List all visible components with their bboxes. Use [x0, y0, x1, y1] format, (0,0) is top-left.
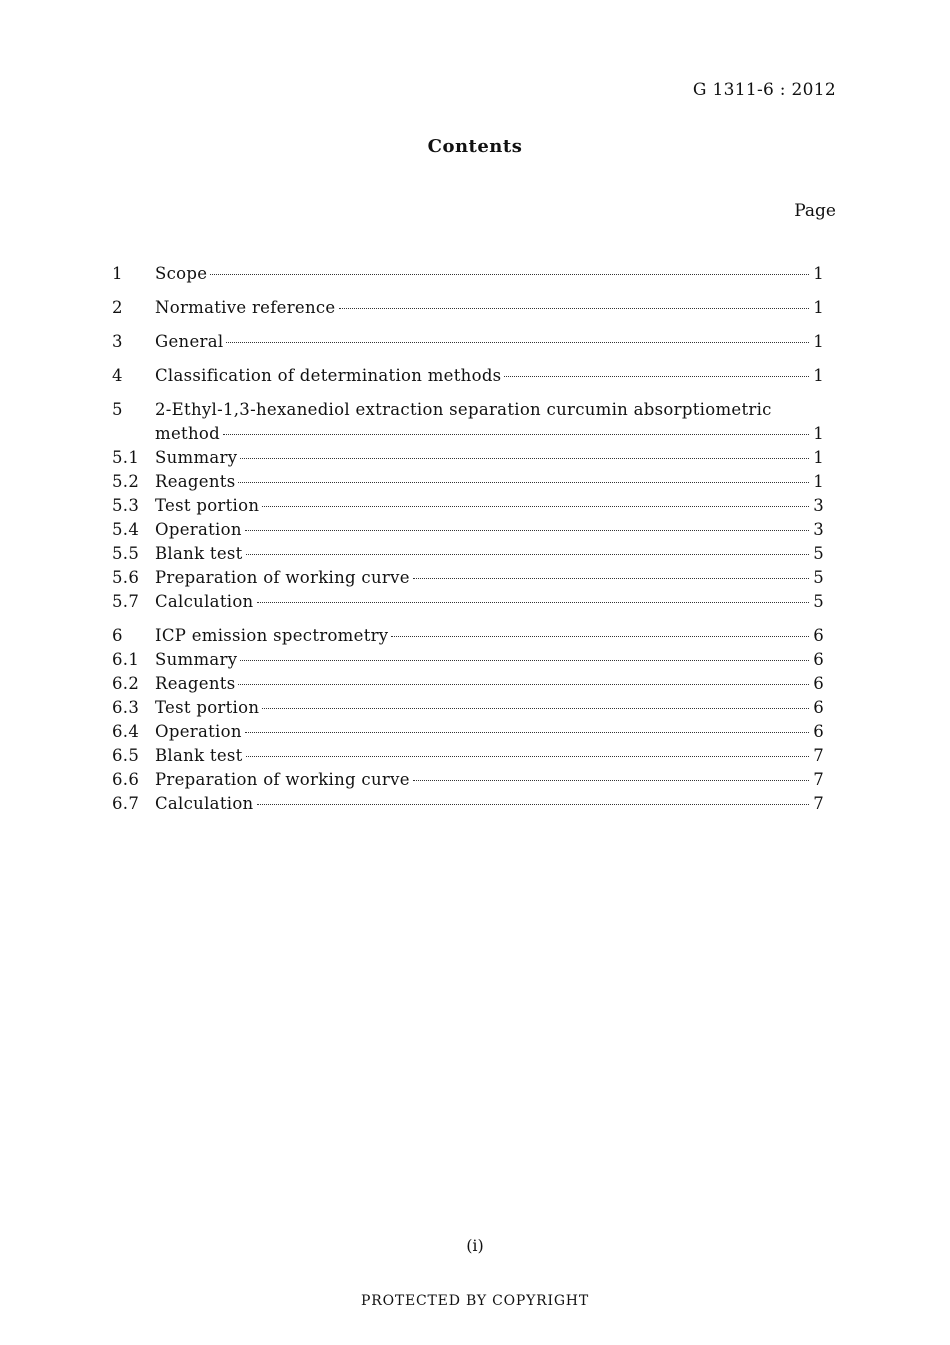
toc-page: 6: [813, 698, 824, 717]
toc-entry-5-1[interactable]: [112, 446, 824, 470]
toc-page: 1: [813, 264, 824, 283]
toc-title: Classification of determination methods: [155, 366, 502, 385]
dot-leader: [223, 433, 809, 435]
toc-page: 6: [813, 674, 824, 693]
copyright-notice: PROTECTED BY COPYRIGHT: [361, 1293, 589, 1309]
toc-number: 6.4: [112, 722, 140, 741]
toc-entry-6-5[interactable]: [112, 744, 824, 768]
toc-page: 6: [813, 722, 824, 741]
toc-page: 7: [813, 770, 824, 789]
toc-title: Blank test: [155, 544, 243, 563]
toc-number: 5.4: [112, 520, 140, 539]
toc-title: Reagents: [155, 472, 236, 491]
toc-entry-5-4[interactable]: [112, 518, 824, 542]
toc-title-continued: method: [155, 424, 220, 443]
toc-entry-5-7[interactable]: [112, 590, 824, 614]
page-title: Contents: [427, 136, 523, 157]
toc-entry-6-4[interactable]: [112, 720, 824, 744]
toc-title: Preparation of working curve: [155, 568, 410, 587]
toc-number: 6: [112, 626, 123, 645]
toc-number: 4: [112, 366, 123, 385]
toc-number: 5.3: [112, 496, 140, 515]
toc-title: Blank test: [155, 746, 243, 765]
toc-entry-5-line2[interactable]: [112, 422, 824, 446]
toc-page: 1: [813, 366, 824, 385]
dot-leader: [413, 577, 809, 579]
toc-entry-6[interactable]: [112, 624, 824, 648]
dot-leader: [262, 707, 809, 709]
dot-leader: [413, 779, 809, 781]
dot-leader: [246, 553, 809, 555]
toc-number: 6.7: [112, 794, 140, 813]
toc-entry-6-2[interactable]: [112, 672, 824, 696]
toc-entry-6-6[interactable]: [112, 768, 824, 792]
toc-entry-5-2[interactable]: [112, 470, 824, 494]
dot-leader: [245, 731, 809, 733]
toc-entry-5-5[interactable]: [112, 542, 824, 566]
dot-leader: [257, 803, 810, 805]
dot-leader: [391, 635, 809, 637]
dot-leader: [504, 375, 809, 377]
dot-leader: [246, 755, 809, 757]
dot-leader: [240, 457, 809, 459]
dot-leader: [262, 505, 809, 507]
toc-entry-2[interactable]: [112, 296, 824, 320]
toc-title: Calculation: [155, 794, 254, 813]
toc-title: Test portion: [155, 496, 260, 515]
toc-entry-6-1[interactable]: [112, 648, 824, 672]
toc-page: 5: [813, 592, 824, 611]
toc-title: Reagents: [155, 674, 236, 693]
toc-title: Preparation of working curve: [155, 770, 410, 789]
toc-number: 6.2: [112, 674, 140, 693]
toc-title: Summary: [155, 650, 238, 669]
dot-leader: [210, 273, 809, 275]
toc-page: 7: [813, 746, 824, 765]
toc-number: 5.5: [112, 544, 140, 563]
toc-page: 7: [813, 794, 824, 813]
standard-number: G 1311-6 : 2012: [692, 80, 836, 100]
toc-title: Test portion: [155, 698, 260, 717]
page-column-label: Page: [794, 201, 836, 221]
toc-number: 1: [112, 264, 123, 283]
page-number: (i): [466, 1236, 484, 1255]
toc-title: Summary: [155, 448, 238, 467]
toc-number: 2: [112, 298, 123, 317]
table-of-contents: [112, 262, 824, 816]
dot-leader: [226, 341, 809, 343]
toc-number: 5.6: [112, 568, 140, 587]
toc-page: 6: [813, 626, 824, 645]
toc-title: Scope: [155, 264, 208, 283]
toc-number: 5.2: [112, 472, 140, 491]
toc-page: 1: [813, 424, 824, 443]
toc-entry-5-line1[interactable]: [112, 398, 824, 422]
toc-page: 3: [813, 496, 824, 515]
toc-title: General: [155, 332, 224, 351]
toc-page: 6: [813, 650, 824, 669]
toc-page: 1: [813, 472, 824, 491]
toc-title: Operation: [155, 520, 242, 539]
toc-number: 6.3: [112, 698, 140, 717]
toc-title: 2-Ethyl-1,3-hexanediol extraction separation curcumin absorptiometric: [155, 400, 772, 419]
toc-number: 6.6: [112, 770, 140, 789]
dot-leader: [238, 683, 809, 685]
toc-number: 5.7: [112, 592, 140, 611]
dot-leader: [245, 529, 809, 531]
toc-entry-5-6[interactable]: [112, 566, 824, 590]
toc-number: 5: [112, 400, 123, 419]
toc-page: 5: [813, 544, 824, 563]
toc-title: Operation: [155, 722, 242, 741]
toc-title: Normative reference: [155, 298, 336, 317]
dot-leader: [257, 601, 810, 603]
toc-number: 6.5: [112, 746, 140, 765]
toc-page: 1: [813, 298, 824, 317]
toc-title: Calculation: [155, 592, 254, 611]
toc-entry-5-3[interactable]: [112, 494, 824, 518]
toc-entry-4[interactable]: [112, 364, 824, 388]
toc-title: ICP emission spectrometry: [155, 626, 389, 645]
toc-number: 6.1: [112, 650, 140, 669]
toc-entry-3[interactable]: [112, 330, 824, 354]
toc-page: 1: [813, 448, 824, 467]
toc-entry-6-3[interactable]: [112, 696, 824, 720]
toc-number: 3: [112, 332, 123, 351]
toc-page: 1: [813, 332, 824, 351]
toc-number: 5.1: [112, 448, 140, 467]
dot-leader: [240, 659, 809, 661]
toc-entry-6-7[interactable]: [112, 792, 824, 816]
toc-page: 3: [813, 520, 824, 539]
dot-leader: [339, 307, 810, 309]
toc-page: 5: [813, 568, 824, 587]
toc-entry-1[interactable]: [112, 262, 824, 286]
dot-leader: [238, 481, 809, 483]
